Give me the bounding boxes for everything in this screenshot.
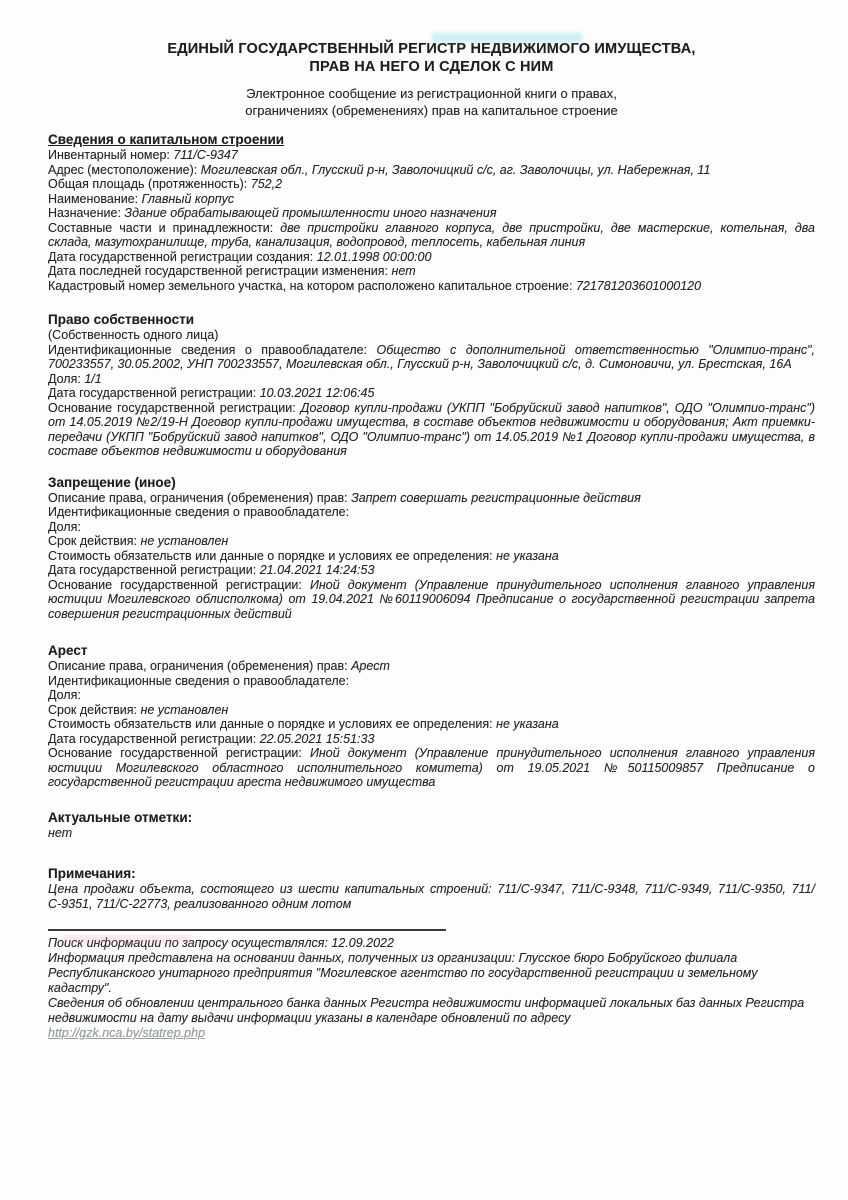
field-row bbox=[48, 732, 815, 747]
field-label: Основание государственной регистрации: bbox=[48, 400, 296, 415]
field-label: Идентификационные сведения о правообладателе: bbox=[48, 505, 350, 519]
field-label: Адрес (местоположение): bbox=[48, 162, 198, 177]
field-row bbox=[48, 264, 815, 279]
field-row bbox=[48, 674, 815, 689]
field-label: Стоимость обязательств или данные о порядке и условиях ее определения: bbox=[48, 717, 493, 731]
section-heading: Сведения о капитальном строении bbox=[48, 132, 285, 147]
field-row bbox=[48, 578, 815, 622]
field-row bbox=[48, 549, 815, 564]
field-label: Наименование: bbox=[48, 191, 139, 206]
field-label: Доля: bbox=[48, 688, 81, 702]
field-label: Основание государственной регистрации: bbox=[48, 746, 302, 760]
field-label: Дата государственной регистрации: bbox=[48, 386, 257, 400]
field-row bbox=[48, 746, 815, 790]
field-value: Здание обрабатывающей промышленности иного назначения bbox=[124, 206, 497, 220]
field-row bbox=[48, 505, 815, 520]
field-row bbox=[48, 534, 815, 549]
field-label: Стоимость обязательств или данные о порядке и условиях ее определения: bbox=[48, 548, 493, 563]
field-value: не установлен bbox=[140, 534, 229, 548]
field-value: Главный корпус bbox=[141, 191, 235, 206]
section-ownership bbox=[48, 312, 815, 459]
field-row bbox=[48, 279, 815, 294]
field-row bbox=[48, 882, 815, 911]
field-value: Общество с дополнительной ответственностью "Олимпио-транс", 700233557, 30.05.2002, УНП 700233557, Могилевская обл., Глусский р-н, Заволочицкий с/с, д. Симоновичи, ул. Брестская, 16А bbox=[48, 342, 815, 371]
field-label: Доля: bbox=[48, 519, 81, 534]
field-value: 1/1 bbox=[84, 371, 102, 386]
document-subtitle bbox=[48, 85, 815, 119]
field-label: Описание права, ограничения (обременения) прав: bbox=[48, 659, 348, 673]
section-notes bbox=[48, 866, 815, 911]
section-prohibition bbox=[48, 475, 815, 622]
section-heading: Актуальные отметки: bbox=[48, 809, 193, 825]
field-row bbox=[48, 491, 815, 506]
field-value: Договор купли-продажи (УКПП "Бобруйский завод напитков", ОДО "Олимпио-транс") от 14.05.2019 №2/19-Н Договор купли-продажи имущества, в составе объектов недвижимости и оборудования; Акт приемки-передачи (УКПП "Бобруйский завод напитков", ОДО "Олимпио-транс") от 14.05.2019 №1 Договор купли-продажи имущества, в составе объектов недвижимости и оборудования bbox=[48, 400, 815, 458]
divider-line bbox=[48, 929, 446, 931]
section-capital-structure bbox=[48, 132, 815, 293]
field-row bbox=[48, 148, 815, 163]
field-row bbox=[48, 386, 815, 401]
section-arrest bbox=[48, 643, 815, 790]
footer-source-line: Информация представлена на основании данных, полученных из организации: Глусское бюро Бобруйского филиала Республиканского унитарного предприятия "Могилевское агентство по государственной регистрации и земельному кадастру". bbox=[48, 951, 758, 995]
field-row bbox=[48, 177, 815, 192]
field-row bbox=[48, 372, 815, 387]
field-value: не установлен bbox=[140, 702, 229, 717]
field-label: Назначение: bbox=[48, 206, 121, 220]
section-heading: Арест bbox=[48, 643, 88, 658]
registry-title bbox=[48, 40, 815, 76]
field-label: Общая площадь (протяженность): bbox=[48, 177, 248, 191]
field-label: Составные части и принадлежности: bbox=[48, 220, 274, 235]
field-row bbox=[48, 192, 815, 207]
section-actual-marks bbox=[48, 810, 815, 841]
field-label: Дата государственной регистрации создания: bbox=[48, 249, 314, 264]
field-row bbox=[48, 250, 815, 265]
field-value: 721781203601000120 bbox=[575, 278, 702, 293]
document-subtitle-line1: Электронное сообщение из регистрационной книги о правах, bbox=[246, 86, 617, 101]
registry-title-line2: ПРАВ НА НЕГО И СДЕЛОК С НИМ bbox=[309, 59, 554, 75]
field-label: Идентификационные сведения о правообладателе: bbox=[48, 342, 368, 357]
field-label: Инвентарный номер: bbox=[48, 148, 170, 162]
field-value: не указана bbox=[496, 548, 559, 563]
field-label: Описание права, ограничения (обременения) прав: bbox=[48, 490, 348, 505]
field-value: 21.04.2021 14:24:53 bbox=[259, 563, 375, 577]
footer-search-line: Поиск информации по запросу осуществлялся: 12.09.2022 bbox=[48, 936, 394, 950]
field-value: Иной документ (Управление принудительного исполнения главного управления юстиции Могилевского облисполкома) от 19.04.2021 №60119006094 Предписание о государственной регистрации запрета совершения регистрационных действий bbox=[48, 577, 816, 621]
field-label: Идентификационные сведения о правообладателе: bbox=[48, 673, 350, 688]
document-subtitle-line2: ограничениях (обременениях) прав на капитальное строение bbox=[245, 103, 618, 118]
field-label: Кадастровый номер земельного участка, на котором расположено капитальное строение: bbox=[48, 278, 573, 293]
field-value: 711/С-9347 bbox=[173, 148, 238, 162]
document-footer bbox=[48, 929, 815, 1041]
field-row bbox=[48, 221, 815, 250]
section-heading: Примечания: bbox=[48, 866, 136, 881]
field-value: 10.03.2021 12:06:45 bbox=[259, 386, 375, 400]
section-heading: Запрещение (иное) bbox=[48, 474, 176, 490]
section-subheading: (Собственность одного лица) bbox=[48, 328, 219, 342]
field-row bbox=[48, 563, 815, 578]
field-value: Запрет совершать регистрационные действия bbox=[351, 490, 641, 505]
field-row bbox=[48, 343, 815, 372]
field-value: нет bbox=[48, 825, 73, 840]
field-value: Цена продажи объекта, состоящего из шести капитальных строений: 711/С-9347, 711/С-9348, 711/С-9349, 711/С-9350, 711/С-9351, 711/С-22773, реализованного одним лотом bbox=[48, 882, 815, 911]
field-row bbox=[48, 703, 815, 718]
field-label: Доля: bbox=[48, 371, 81, 386]
field-value: Могилевская обл., Глусский р-н, Заволочицкий с/с, аг. Заволочицы, ул. Набережная, 11 bbox=[200, 162, 711, 177]
field-label: Дата государственной регистрации: bbox=[48, 731, 257, 746]
field-row bbox=[48, 659, 815, 674]
field-value: нет bbox=[391, 264, 416, 278]
field-label: Срок действия: bbox=[48, 534, 137, 548]
field-row bbox=[48, 520, 815, 535]
section-heading: Право собственности bbox=[48, 312, 195, 327]
field-value: не указана bbox=[496, 717, 559, 731]
registry-title-line1: ЕДИНЫЙ ГОСУДАРСТВЕННЫЙ РЕГИСТР НЕДВИЖИМОГО ИМУЩЕСТВА, bbox=[167, 41, 696, 57]
field-value: 22.05.2021 15:51:33 bbox=[259, 731, 375, 746]
field-row bbox=[48, 717, 815, 732]
footer-url-link[interactable]: http://gzk.nca.by/statrep.php bbox=[48, 1026, 206, 1040]
field-label: Срок действия: bbox=[48, 702, 137, 717]
field-value: 752,2 bbox=[250, 177, 283, 191]
footer-update-line: Сведения об обновлении центрального банка данных Регистра недвижимости информацией локальных баз данных Регистра недвижимости на дату выдачи информации указаны в календаре обновлений по адресу bbox=[48, 996, 805, 1025]
field-label: Дата последней государственной регистрации изменения: bbox=[48, 264, 389, 278]
field-row bbox=[48, 206, 815, 221]
field-row bbox=[48, 826, 815, 841]
field-value: Иной документ (Управление принудительного исполнения главного управления юстиции Могилевского областного исполнительного комитета) от 19.05.2021 №50115009857 Предписание о государственной регистрации ареста недвижимого имущества bbox=[48, 746, 816, 789]
field-value: Арест bbox=[351, 659, 390, 673]
field-row bbox=[48, 163, 815, 178]
field-value: 12.01.1998 00:00:00 bbox=[316, 249, 432, 264]
field-value: две пристройки главного корпуса, две пристройки, две мастерские, котельная, два склада, мазутохранилище, труба, канализация, водопровод, теплосеть, кабельная линия bbox=[48, 220, 815, 249]
field-label: Дата государственной регистрации: bbox=[48, 563, 257, 577]
field-label: Основание государственной регистрации: bbox=[48, 577, 302, 592]
field-row bbox=[48, 688, 815, 703]
field-row bbox=[48, 401, 815, 459]
